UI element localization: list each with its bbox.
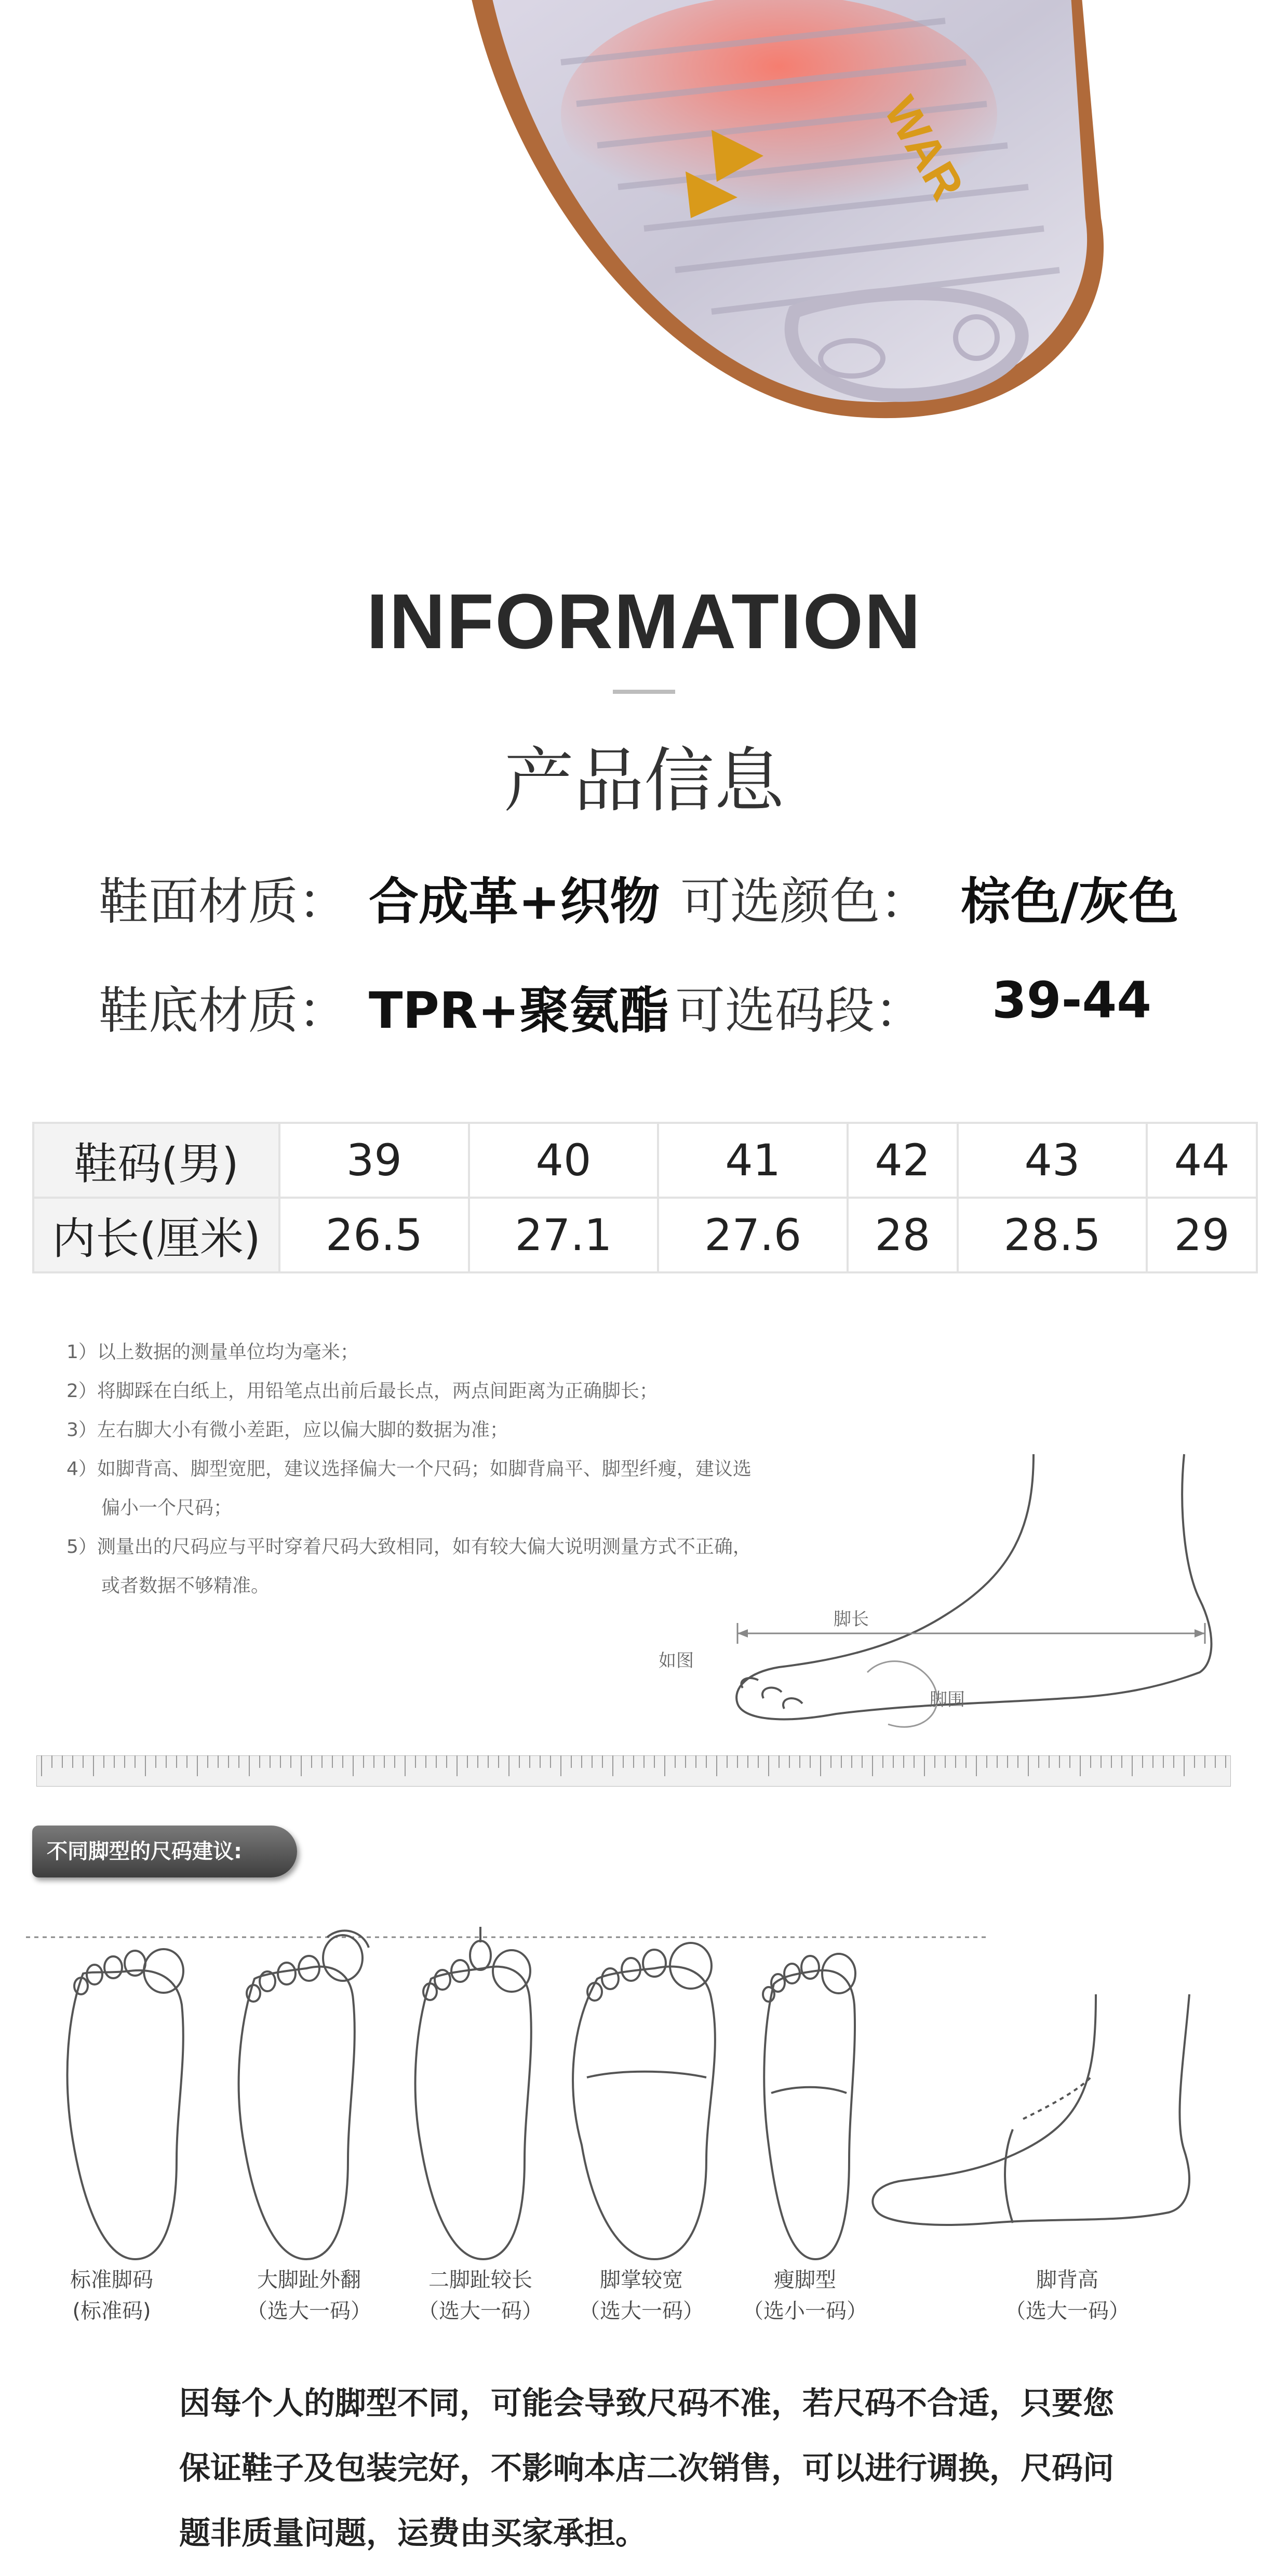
notice-line-2: 保证鞋子及包装完好，不影响本店二次销售，可以进行调换，尺码问 bbox=[179, 2450, 1114, 2487]
note-2: 2）将脚踩在白纸上，用铅笔点出前后最长点，两点间距离为正确脚长； bbox=[66, 1380, 658, 1402]
foot-type-tip: (标准码) bbox=[72, 2299, 151, 2323]
size-cell: 40 bbox=[469, 1123, 659, 1198]
size-cell: 42 bbox=[848, 1123, 958, 1198]
foot-type-tip: （选小一码） bbox=[743, 2299, 867, 2323]
length-cell: 27.6 bbox=[658, 1198, 848, 1272]
foot-girth-label: 脚围 bbox=[930, 1689, 965, 1710]
foot-type-label bbox=[226, 2264, 392, 2327]
note-5: 5）测量出的尺码应与平时穿着尺码大致相同，如有较大偏大说明测量方式不正确， bbox=[66, 1536, 752, 1558]
foot-type-tip: （选大一码） bbox=[247, 2299, 371, 2323]
foot-type-name: 标准脚码 bbox=[70, 2268, 153, 2292]
foot-type-tip: （选大一码） bbox=[1005, 2299, 1130, 2323]
foot-standard-icon bbox=[68, 1949, 183, 2259]
footprint-illustrations bbox=[47, 1922, 1241, 2285]
notice-line-3: 题非质量问题，运费由买家承担。 bbox=[179, 2515, 647, 2552]
foot-type-label bbox=[29, 2264, 195, 2327]
foot-type-label bbox=[397, 2264, 564, 2327]
brand-text: WAR bbox=[874, 88, 974, 209]
product-photo bbox=[0, 0, 1288, 457]
foot-type-label bbox=[984, 2264, 1150, 2327]
foot-length-label: 脚长 bbox=[834, 1609, 869, 1630]
note-4-cont: 偏小一个尺码； bbox=[101, 1497, 233, 1519]
advice-badge: 不同脚型的尺码建议: bbox=[32, 1826, 297, 1877]
size-table bbox=[32, 1122, 1258, 1273]
foot-type-name: 瘦脚型 bbox=[774, 2268, 836, 2292]
foot-measure-illustration bbox=[701, 1444, 1246, 1776]
section-title: INFORMATION bbox=[366, 578, 922, 665]
foot-slim-icon bbox=[763, 1954, 855, 2259]
shoe-sole-image bbox=[0, 0, 1288, 457]
note-4: 4）如脚背高、脚型宽肥，建议选择偏大一个尺码；如脚背扁平、脚型纤瘦，建议选 bbox=[66, 1458, 752, 1480]
upper-material-value: 合成革+织物 bbox=[369, 873, 660, 931]
foot-type-label bbox=[558, 2264, 725, 2327]
row-header-size: 鞋码(男) bbox=[33, 1123, 279, 1198]
foot-type-tip: （选大一码） bbox=[418, 2299, 543, 2323]
size-cell: 43 bbox=[958, 1123, 1147, 1198]
size-range-label: 可选码段： bbox=[675, 982, 924, 1040]
note-1: 1）以上数据的测量单位均为毫米； bbox=[66, 1341, 359, 1363]
notice-line-1: 因每个人的脚型不同，可能会导致尺码不准，若尺码不合适，只要您 bbox=[179, 2385, 1114, 2422]
length-cell: 28 bbox=[848, 1198, 958, 1272]
title-divider bbox=[613, 690, 675, 694]
foot-long-second-toe-icon bbox=[415, 1927, 531, 2259]
table-row bbox=[33, 1123, 1257, 1198]
color-value: 棕色/灰色 bbox=[961, 873, 1179, 931]
upper-material-label: 鞋面材质： bbox=[99, 873, 348, 931]
sole-material-value: TPR+聚氨酯 bbox=[369, 982, 669, 1040]
length-cell: 29 bbox=[1147, 1198, 1257, 1272]
size-cell: 44 bbox=[1147, 1123, 1257, 1198]
foot-type-label bbox=[722, 2264, 888, 2327]
note-3: 3）左右脚大小有微小差距，应以偏大脚的数据为准； bbox=[66, 1419, 508, 1441]
foot-type-name: 脚掌较宽 bbox=[600, 2268, 683, 2292]
as-shown-label: 如图 bbox=[659, 1651, 694, 1671]
sole-material-label: 鞋底材质： bbox=[99, 982, 348, 1040]
measuring-ruler bbox=[36, 1755, 1231, 1787]
length-cell: 27.1 bbox=[469, 1198, 659, 1272]
length-cell: 28.5 bbox=[958, 1198, 1147, 1272]
foot-high-instep-icon bbox=[873, 1994, 1189, 2225]
foot-type-name: 大脚趾外翻 bbox=[257, 2268, 361, 2292]
foot-type-name: 脚背高 bbox=[1036, 2268, 1098, 2292]
foot-wide-icon bbox=[573, 1943, 715, 2259]
foot-bunion-icon bbox=[239, 1930, 369, 2259]
foot-type-name: 二脚趾较长 bbox=[428, 2268, 532, 2292]
note-5-cont: 或者数据不够精准。 bbox=[101, 1575, 270, 1596]
size-cell: 41 bbox=[658, 1123, 848, 1198]
section-subtitle: 产品信息 bbox=[504, 740, 784, 822]
size-cell: 39 bbox=[279, 1123, 469, 1198]
foot-type-tip: （选大一码） bbox=[579, 2299, 704, 2323]
table-row bbox=[33, 1198, 1257, 1272]
row-header-length: 内长(厘米) bbox=[33, 1198, 279, 1272]
size-range-value: 39-44 bbox=[992, 971, 1152, 1029]
color-label: 可选颜色： bbox=[680, 873, 930, 931]
length-cell: 26.5 bbox=[279, 1198, 469, 1272]
